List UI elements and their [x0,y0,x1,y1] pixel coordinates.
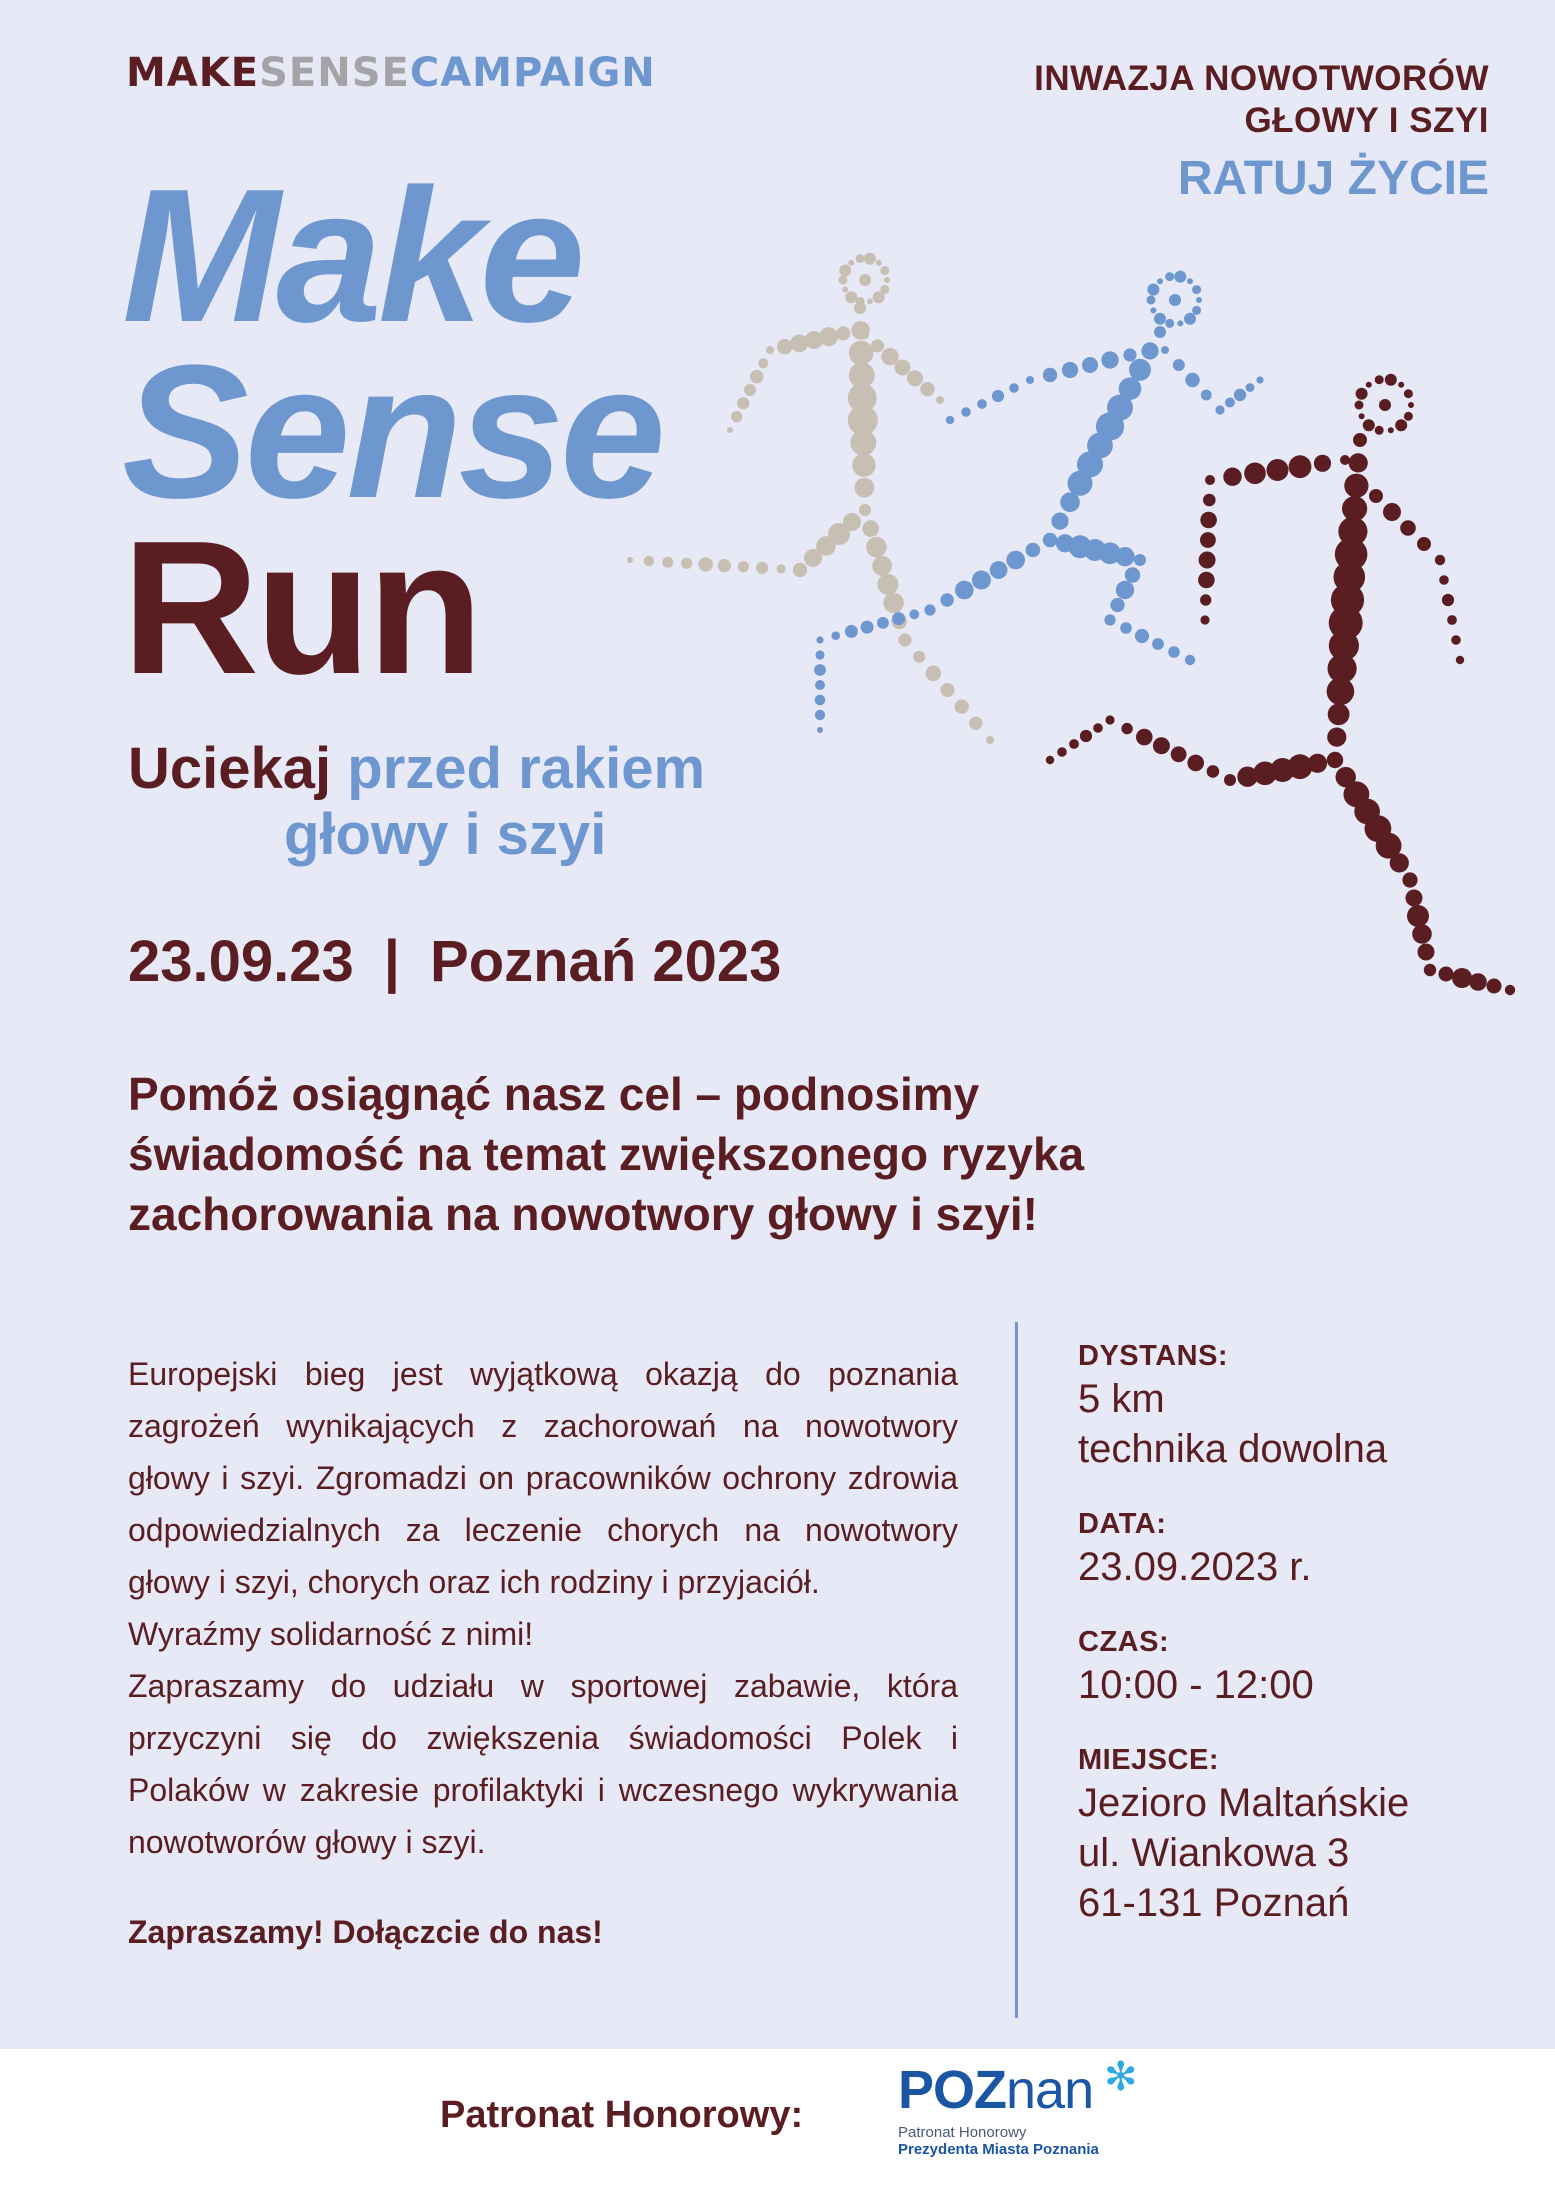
runner-blue-dot [815,695,826,706]
runner-blue-dot [1154,313,1166,325]
runner-beige-dot [877,574,898,595]
runner-maroon-dot [1404,412,1413,421]
runner-beige-dot [936,396,944,404]
runner-blue-dot [1060,492,1080,512]
runner-maroon-dot [1136,729,1153,746]
patronat-label: Patronat Honorowy: [440,2094,804,2136]
event-details [1078,1338,1518,1960]
runner-maroon-dot [1198,572,1215,589]
runner-maroon-dot [1456,656,1464,664]
runner-blue-dot [845,625,858,638]
runner-maroon-dot [1390,853,1409,872]
runner-blue-dot [940,593,953,606]
body-paragraph-2: Wyraźmy solidarność z nimi! [128,1616,534,1652]
runner-maroon-dot [1328,753,1342,767]
runner-beige-dot [969,717,982,730]
runner-beige-dot [790,334,808,352]
runner-beige-dot [913,651,925,663]
runner-blue-dot [1150,307,1156,313]
runner-blue-dot [1157,278,1163,284]
runner-maroon-dot [1046,756,1054,764]
runner-blue-dot [1196,297,1202,303]
runner-maroon-dot [1187,755,1204,772]
runner-blue-dot [927,607,933,613]
runner-beige-dot [805,331,823,349]
tagline-line2: GŁOWY I SZYI [1244,101,1489,140]
runner-maroon-dot [1408,402,1414,408]
runner-blue-dot [961,407,971,417]
runner-maroon-dot [1267,459,1289,481]
runner-blue-dot [1147,296,1156,305]
runner-maroon-dot [1200,615,1209,624]
subtitle-glowy-i-szyi: głowy i szyi [284,802,607,867]
runner-beige-dot [839,265,851,277]
runner-blue-dot [1027,377,1033,383]
runner-blue-dot [1062,362,1078,378]
runner-maroon-dot [1469,973,1487,991]
runner-maroon-dot [1171,746,1187,762]
date-separator: | [383,929,401,994]
runner-beige-dot [866,537,887,558]
runner-blue-dot [817,637,823,643]
runner-blue-dot [1026,543,1041,558]
runner-beige-dot [876,260,882,266]
runner-blue-dot [892,612,905,625]
runner-maroon-dot [1093,723,1103,733]
runner-beige-dot [737,397,749,409]
runner-blue-dot [1082,357,1098,373]
poznan-sub1: Patronat Honorowy [898,2124,1027,2141]
runner-maroon-dot [1439,967,1454,982]
runner-beige-dot [744,384,756,396]
subtitle-przed-rakiem: przed rakiem [347,736,706,801]
runner-maroon-dot [1412,924,1432,944]
body-text [128,1348,958,1958]
runner-blue-dot [1177,320,1183,326]
runner-maroon-dot [1244,463,1266,485]
runner-blue-dot [1246,383,1255,392]
runner-beige-dot [750,370,764,384]
runner-blue-dot [1184,313,1196,325]
event-city: Poznań 2023 [430,929,782,994]
detail-distance-technique: technika dowolna [1078,1427,1388,1471]
runner-blue-dot [1123,348,1136,361]
runner-blue-dot [1152,638,1164,650]
runner-blue-dot [946,416,954,424]
runner-maroon-dot [1447,615,1457,625]
runner-maroon-dot [1417,537,1431,551]
runner-blue-dot [1101,351,1118,368]
runner-maroon-dot [1404,389,1413,398]
runner-blue-dot [1256,376,1263,383]
runner-maroon-dot [1366,382,1372,388]
runner-blue-dot [1125,567,1140,582]
runner-beige-dot [926,666,942,682]
headline: Pomóż osiągnąć nasz cel – podnosimy świadomość na temat zwiększonego ryzyka zachorowania na nowotwory głowy i szyi! [128,1068,1085,1240]
runner-beige-dot [907,370,923,386]
runner-maroon-dot [1355,401,1364,410]
runner-maroon-dot [1237,767,1257,787]
runner-maroon-dot [1383,503,1401,521]
event-date: 23.09.23 [128,929,354,994]
runner-beige-dot [797,567,803,573]
runner-maroon-dot [1359,413,1365,419]
runner-blue-dot [1168,646,1180,658]
dotted-runners-illustration [600,240,1540,1020]
campaign-logo-campaign: CAMPAIGN [409,50,656,96]
runner-blue-dot [1106,616,1114,624]
runner-beige-dot [852,453,875,476]
runner-beige-dot [698,557,712,571]
tagline-ratuj-zycie: RATUJ ŻYCIE [1177,152,1489,205]
runner-blue-dot [1173,359,1185,371]
runner-beige-dot [884,277,890,283]
title-make: Make [122,150,582,362]
title-run: Run [122,502,480,714]
runner-beige-dot [861,331,869,339]
detail-place-line3: 61-131 Poznań [1078,1881,1350,1925]
runner-blue-dot [1165,319,1174,328]
runner-blue-dot [1234,389,1246,401]
detail-date-value: 23.09.2023 r. [1078,1545,1312,1589]
runner-beige-dot [859,274,871,286]
runner-beige-dot [862,520,879,537]
runner-blue-dot [990,561,1008,579]
runner-maroon-dot [1207,765,1220,778]
runner-blue-dot [814,664,826,676]
event-date-line [128,928,781,995]
runner-maroon-dot [1349,453,1368,472]
runner-beige-dot [856,254,865,263]
runner-blue-dot [1129,359,1151,381]
title-sense: Sense [122,326,662,538]
runner-maroon-dot [1407,905,1429,927]
runner-maroon-dot [1426,966,1434,974]
runner-maroon-dot [1353,433,1367,447]
detail-place-line1: Jezioro Maltańskie [1078,1781,1410,1825]
runner-beige-dot [941,683,955,697]
runner-blue-dot [1120,622,1132,634]
runner-beige-dot [849,341,874,366]
runner-maroon-dot [1406,890,1423,907]
runner-beige-dot [718,559,731,572]
runner-blue-dot [815,680,825,690]
runner-beige-dot [848,260,854,266]
runner-blue-dot [1192,285,1201,294]
runner-blue-dot [1185,655,1195,665]
runner-blue-dot [1116,581,1134,599]
runner-beige-dot [845,291,857,303]
detail-time-value: 10:00 - 12:00 [1078,1663,1314,1707]
runner-blue-dot [1147,284,1159,296]
runner-maroon-dot [1487,979,1502,994]
runner-blue-dot [815,650,824,659]
runner-beige-dot [859,504,871,516]
runner-blue-dot [1115,547,1134,566]
runner-beige-dot [871,339,884,352]
runner-blue-dot [1135,629,1149,643]
runner-maroon-dot [1080,730,1092,742]
poznan-wordmark-upper: POZ [898,2060,1007,2120]
runner-beige-dot [872,556,892,576]
runner-blue-dot [1068,471,1093,496]
body-paragraph-1: Europejski bieg jest wyjątkową okazją do poznania zagrożeń wynikających z zachorowań na nowotwory głowy i szyi. Zgromadzi on pracowników ochrony zdrowia odpowiedzialnych za leczenie chorych na nowotwory głowy i szyi, chorych oraz ich rodziny i przyjaciół. [128,1356,958,1600]
runner-maroon-dot [1121,723,1132,734]
campaign-logo-make: MAKE [126,50,260,96]
detail-place-line2: ul. Wiankowa 3 [1078,1831,1350,1875]
runner-blue-dot [909,609,919,619]
runner-blue-dot [1051,513,1068,530]
runner-maroon-dot [1327,678,1355,706]
runner-blue-dot [815,710,825,720]
campaign-logo [126,50,656,96]
runner-maroon-dot [1388,427,1394,433]
runner-beige-dot [873,291,885,303]
runner-beige-dot [955,700,969,714]
runner-beige-dot [767,347,773,353]
runner-beige-dot [854,302,866,314]
runner-maroon-dot [1314,455,1331,472]
runner-beige-dot [731,411,742,422]
detail-date-label: DATA: [1078,1508,1167,1540]
runner-blue-dot [1169,294,1181,306]
runner-blue-dot [817,727,823,733]
runner-maroon-dot [1200,594,1211,605]
runner-maroon-dot [1107,717,1113,723]
runner-maroon-dot [1206,476,1214,484]
runner-beige-dot [854,326,862,334]
runner-blue-dot [1217,407,1223,413]
runner-blue-dot [1006,551,1025,570]
runner-maroon-dot [1405,875,1415,885]
runner-blue-dot [1009,383,1019,393]
runner-beige-dot [738,561,749,572]
runner-blue-dot [1146,346,1154,354]
campaign-tagline [1034,58,1489,212]
runner-maroon-dot [1356,388,1368,400]
body-closing: Zapraszamy! Dołączcie do nas! [128,1914,603,1950]
runner-blue-dot [1174,271,1186,283]
tagline-line1: INWAZJA NOWOTWORÓW [1034,59,1489,98]
runner-maroon-dot [1505,985,1515,995]
poznan-sub2: Prezydenta Miasta Poznania [898,2141,1099,2158]
runner-maroon-dot [1398,382,1404,388]
runner-blue-dot [1154,326,1166,338]
runner-maroon-dot [1289,455,1312,478]
runner-maroon-dot [1199,552,1216,569]
runner-beige-dot [867,298,873,304]
runner-maroon-dot [1340,455,1350,465]
runner-blue-dot [1192,306,1201,315]
runner-beige-dot [758,358,768,368]
runner-maroon-dot [1375,426,1384,435]
runner-maroon-dot [1442,594,1454,606]
runner-blue-dot [992,390,1004,402]
runner-blue-dot [1045,535,1055,545]
runner-maroon-dot [1385,374,1397,386]
runner-blue-dot [877,617,889,629]
runner-blue-dot [972,571,991,590]
detail-distance [1078,1338,1518,1474]
runner-maroon-dot [1395,419,1407,431]
runner-blue-dot [1187,278,1193,284]
runner-maroon-dot [1328,703,1350,725]
runner-beige-dot [662,557,673,568]
runner-beige-dot [850,430,876,456]
runner-beige-dot [883,593,904,614]
runner-blue-dot [1185,373,1199,387]
runner-blue-dot [1110,598,1124,612]
runner-blue-dot [1201,390,1212,401]
runner-blue-dot [1165,272,1174,281]
runner-maroon-dot [1200,532,1216,548]
runner-blue-dot [861,621,874,634]
runner-beige-dot [855,478,875,498]
runner-beige-dot [839,276,848,285]
runner-maroon-dot [1363,419,1375,431]
detail-place-label: MIEJSCE: [1078,1744,1219,1776]
runner-blue-dot [1135,555,1145,565]
runner-beige-dot [777,564,786,573]
runner-beige-dot [920,382,934,396]
runner-blue-dot [1225,398,1235,408]
subtitle-uciekaj: Uciekaj [128,736,332,801]
subtitle [128,736,705,868]
runner-maroon-dot [1400,520,1416,536]
poznan-wordmark [898,2060,1099,2120]
runner-maroon-dot [1379,399,1391,411]
poznan-wordmark-lower: nan [1006,2060,1094,2120]
detail-distance-label: DYSTANS: [1078,1340,1229,1372]
runner-maroon-dot [1356,476,1364,484]
runner-maroon-dot [1327,728,1346,747]
detail-time [1078,1624,1518,1710]
body-paragraph-3: Zapraszamy do udziału w sportowej zabawie, która przyczyni się do zwiększenia świadomości Polek i Polaków w zakresie profilaktyki i wczesnego wykrywania nowotworów głowy i szyi. [128,1668,958,1860]
runner-blue-dot [1043,368,1057,382]
runner-beige-dot [777,339,792,354]
runner-beige-dot [895,360,911,376]
runner-maroon-dot [1153,737,1170,754]
runner-maroon-dot [1439,575,1449,585]
runner-beige-dot [864,253,876,265]
runner-maroon-dot [1057,747,1067,757]
runner-beige-dot [842,287,848,293]
asterisk-star-icon: ✻ [1104,2055,1138,2099]
runner-maroon-dot [1375,375,1384,384]
detail-distance-value: 5 km [1078,1377,1165,1421]
runner-maroon-dot [1418,944,1435,961]
runner-beige-dot [756,562,768,574]
campaign-logo-sense: SENSE [259,50,410,96]
poznan-logo [898,2055,1138,2158]
runner-maroon-dot [1200,512,1217,529]
runner-maroon-dot [1223,468,1241,486]
runner-beige-dot [627,557,633,563]
runner-blue-dot [831,631,840,640]
detail-place [1078,1742,1518,1928]
runner-maroon-dot [1452,968,1472,988]
runner-blue-dot [955,581,974,600]
runner-maroon-dot [1226,776,1234,784]
runner-beige-dot [681,558,692,569]
runner-beige-dot [836,326,850,340]
runner-beige-dot [644,556,654,566]
runner-blue-dot [1161,346,1169,354]
detail-date [1078,1506,1518,1592]
runner-maroon-dot [1451,635,1461,645]
runner-beige-dot [880,266,889,275]
detail-time-label: CZAS: [1078,1626,1170,1658]
runner-maroon-dot [1369,489,1383,503]
runner-maroon-dot [1203,494,1216,507]
runner-beige-dot [727,427,733,433]
runner-maroon-dot [1437,557,1443,563]
runner-blue-dot [977,399,987,409]
runner-beige-dot [901,636,909,644]
runner-beige-dot [804,549,822,567]
runner-beige-dot [986,736,994,744]
vertical-divider [1015,1322,1018,2018]
runner-maroon-dot [1069,739,1079,749]
runner-maroon-dot [1344,474,1368,498]
